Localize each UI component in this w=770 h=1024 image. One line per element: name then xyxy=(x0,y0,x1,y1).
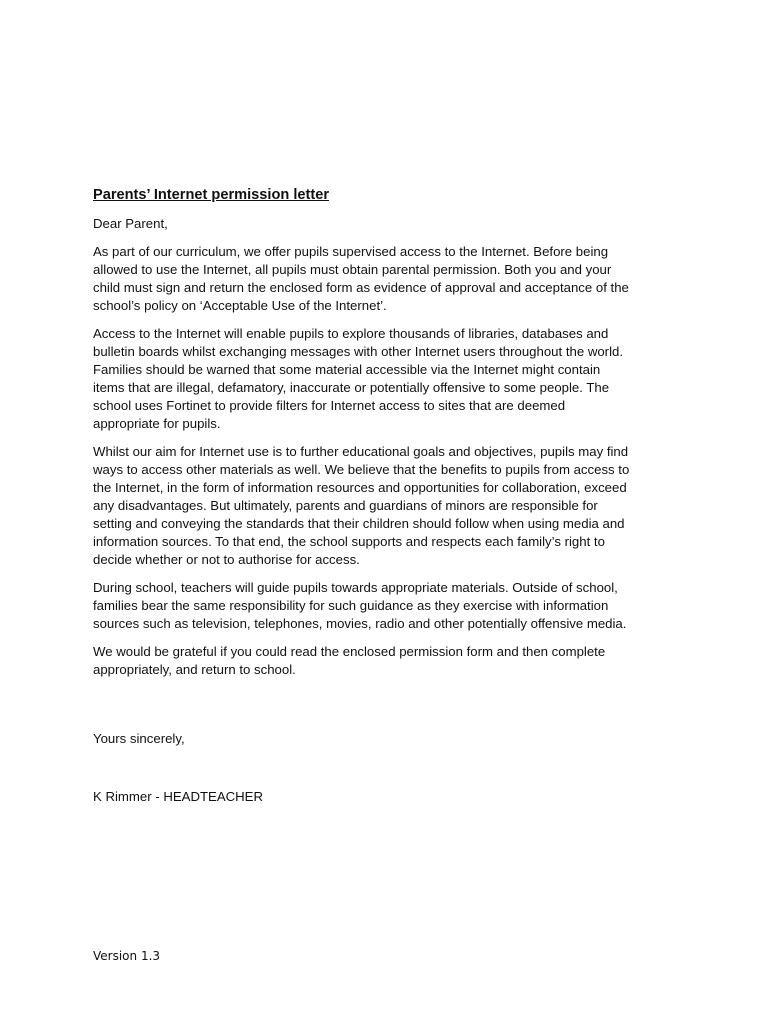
letter-title: Parents’ Internet permission letter xyxy=(93,187,330,203)
paragraph-4 xyxy=(93,579,683,633)
paragraph-line: bulletin boards whilst exchanging messages with other Internet users throughout the world. xyxy=(93,344,623,359)
paragraph-3 xyxy=(93,443,683,569)
paragraph-line: school uses Fortinet to provide filters for Internet access to sites that are deemed xyxy=(93,398,566,413)
paragraph-line: As part of our curriculum, we offer pupils supervised access to the Internet. Before being xyxy=(93,244,609,259)
paragraph-line: appropriate for pupils. xyxy=(93,416,221,431)
paragraph-line: decide whether or not to authorise for access. xyxy=(93,552,360,567)
paragraph-line: Access to the Internet will enable pupils to explore thousands of libraries, databases and xyxy=(93,326,609,341)
paragraph-line: Families should be warned that some material accessible via the Internet might contain xyxy=(93,362,601,377)
paragraph-line: sources such as television, telephones, movies, radio and other potentially offensive media. xyxy=(93,616,627,631)
signature-line: K Rimmer - HEADTEACHER xyxy=(93,789,263,804)
paragraph-line: any disadvantages. But ultimately, parents and guardians of minors are responsible for xyxy=(93,498,598,513)
paragraph-line: ways to access other materials as well. We believe that the benefits to pupils from access to xyxy=(93,462,630,477)
paragraph-1 xyxy=(93,243,683,315)
paragraph-line: appropriately, and return to school. xyxy=(93,662,296,677)
paragraph-line: allowed to use the Internet, all pupils must obtain parental permission. Both you and your xyxy=(93,262,612,277)
letter-body xyxy=(93,186,683,689)
paragraph-line: items that are illegal, defamatory, inaccurate or potentially offensive to some people. The xyxy=(93,380,610,395)
paragraph-line: During school, teachers will guide pupils towards appropriate materials. Outside of school, xyxy=(93,580,618,595)
paragraph-2 xyxy=(93,325,683,433)
paragraph-line: families bear the same responsibility for such guidance as they exercise with information xyxy=(93,598,609,613)
paragraph-line: information sources. To that end, the school supports and respects each family’s right to xyxy=(93,534,605,549)
paragraph-line: Whilst our aim for Internet use is to further educational goals and objectives, pupils may find xyxy=(93,444,629,459)
paragraph-5 xyxy=(93,643,683,679)
closing-line: Yours sincerely, xyxy=(93,731,185,746)
paragraph-line: We would be grateful if you could read the enclosed permission form and then complete xyxy=(93,644,606,659)
paragraph-line: the Internet, in the form of information resources and opportunities for collaboration, exceed xyxy=(93,480,627,495)
footer-version: Version 1.3 xyxy=(93,949,161,963)
paragraph-line: school’s policy on ‘Acceptable Use of the Internet’. xyxy=(93,298,387,313)
paragraph-line: setting and conveying the standards that their children should follow when using media and xyxy=(93,516,625,531)
salutation: Dear Parent, xyxy=(93,216,168,231)
paragraph-line: child must sign and return the enclosed form as evidence of approval and acceptance of the xyxy=(93,280,629,295)
